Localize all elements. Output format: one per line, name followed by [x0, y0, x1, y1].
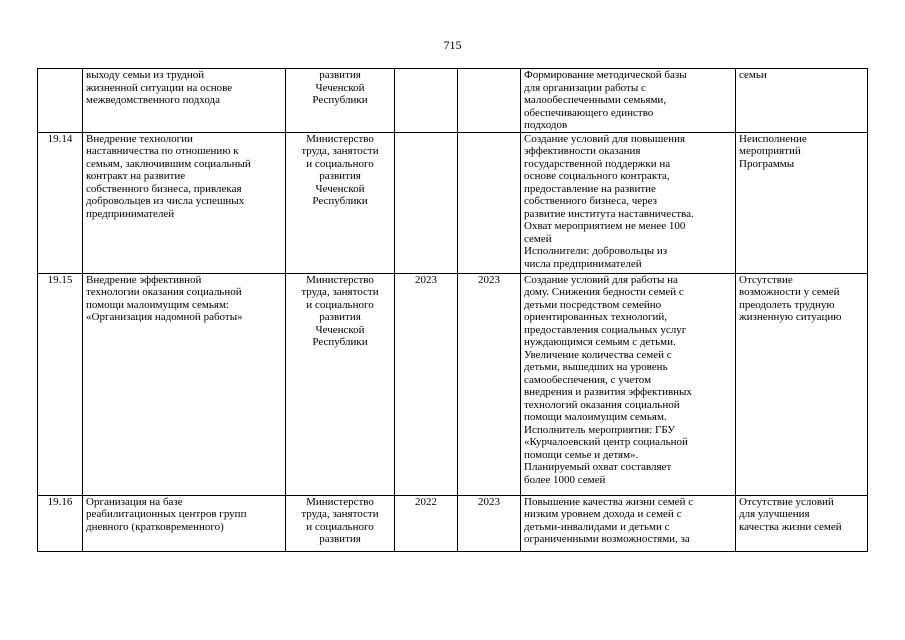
responsible-executor-line: Республики — [312, 94, 368, 106]
row-number-cell — [38, 495, 83, 551]
expected-result-line: «Курчалоевский центр социальной — [524, 436, 688, 448]
responsible-executor-line: труда, занятости — [301, 286, 379, 298]
responsible-executor-line: труда, занятости — [301, 508, 379, 520]
expected-result-line: дому. Снижения бедности семей с — [524, 286, 684, 298]
non-implementation-consequence-line: Отсутствие — [739, 273, 793, 286]
responsible-executor-line: Министерство — [306, 132, 374, 145]
activity-name-line: добровольцев из числа успешных — [86, 195, 245, 207]
responsible-executor-cell — [286, 132, 395, 273]
non-implementation-consequence-line: жизненную ситуацию — [739, 311, 842, 323]
expected-result-line: числа предпринимателей — [524, 257, 642, 270]
non-implementation-consequence-line: семьи — [739, 69, 767, 81]
expected-result-line: Охват мероприятием не менее 100 — [524, 220, 686, 232]
end-year: 2023 — [478, 495, 500, 508]
end-year-cell — [458, 69, 521, 133]
activity-name-line: «Организация надомной работы» — [86, 311, 243, 323]
activity-name-line: семьям, заключившим социальный — [86, 157, 251, 170]
expected-result-line: государственной поддержки на — [524, 157, 671, 170]
non-implementation-consequence-line: мероприятий — [739, 145, 801, 157]
expected-result-line: Формирование методической базы — [524, 69, 687, 81]
activity-name-line: предпринимателей — [86, 207, 175, 220]
activity-name-cell — [83, 495, 286, 551]
activity-name-line: жизненной ситуации на основе — [86, 81, 233, 94]
expected-result-line: Создание условий для работы на — [524, 273, 678, 286]
table-row — [38, 132, 868, 273]
responsible-executor-line: Министерство — [306, 273, 374, 286]
activity-name-line: дневного (кратковременного) — [86, 520, 224, 533]
expected-result-line: собственного бизнеса, через — [524, 195, 657, 207]
expected-result-line: ограниченными возможностями, за — [524, 533, 690, 545]
non-implementation-consequence-line: Неисполнение — [739, 132, 807, 145]
activity-name-line: межведомственного подхода — [86, 94, 221, 106]
responsible-executor-line: Чеченской — [315, 81, 365, 94]
table-body — [38, 69, 868, 552]
activity-name-line: Внедрение технологии — [86, 132, 193, 145]
expected-result-line: Планируемый охват составляет — [524, 461, 672, 473]
non-implementation-consequence-line: возможности у семей — [739, 286, 840, 298]
start-year-cell — [395, 69, 458, 133]
activity-name-line: выходу семьи из трудной — [86, 69, 205, 81]
responsible-executor-line: развития — [319, 533, 361, 545]
row-number-cell — [38, 69, 83, 133]
expected-result-line: Исполнитель мероприятия: ГБУ — [524, 423, 676, 436]
expected-result-line: эффективности оказания — [524, 145, 641, 157]
start-year-cell — [395, 495, 458, 551]
activity-name-cell — [83, 273, 286, 495]
expected-result-line: низким уровнем дохода и семей с — [524, 508, 682, 520]
responsible-executor-line: Чеченской — [315, 323, 365, 336]
responsible-executor-line: развития — [319, 170, 361, 182]
responsible-executor-cell — [286, 273, 395, 495]
end-year-cell — [458, 273, 521, 495]
responsible-executor-line: Министерство — [306, 495, 374, 508]
expected-result-line: детьми-инвалидами и детьми с — [524, 520, 670, 533]
expected-result-cell — [521, 69, 736, 133]
activity-name-line: Организация на базе — [86, 495, 183, 508]
end-year-cell — [458, 132, 521, 273]
responsible-executor-line: Республики — [312, 336, 368, 348]
start-year-cell — [395, 273, 458, 495]
expected-result-line: семей — [524, 232, 552, 245]
expected-result-line: подходов — [524, 119, 568, 131]
expected-result-line: детьми посредством семейно — [524, 298, 662, 311]
responsible-executor-cell — [286, 69, 395, 133]
expected-result-line: ориентированных технологий, — [524, 311, 668, 323]
non-implementation-consequence-cell — [736, 273, 868, 495]
row-number-cell — [38, 273, 83, 495]
responsible-executor-line: развития — [319, 311, 361, 323]
activity-name-line: Внедрение эффективной — [86, 273, 202, 286]
activity-name-line: помощи малоимущим семьям: — [86, 298, 229, 311]
non-implementation-consequence-line: качества жизни семей — [739, 520, 842, 533]
expected-result-line: для организации работы с — [524, 81, 646, 94]
expected-result-line: основе социального контракта, — [524, 170, 670, 182]
expected-result-cell — [521, 273, 736, 495]
expected-result-line: Создание условий для повышения — [524, 132, 686, 145]
non-implementation-consequence-cell — [736, 69, 868, 133]
expected-result-line: помощи малоимущим семьям. — [524, 411, 667, 423]
expected-result-line: более 1000 семей — [524, 473, 606, 486]
responsible-executor-line: труда, занятости — [301, 145, 379, 157]
expected-result-line: нуждающимся семьям с детьми. — [524, 336, 676, 348]
non-implementation-consequence-line: для улучшения — [739, 508, 810, 520]
row-number: 19.16 — [47, 495, 73, 508]
expected-result-line: предоставление на развитие — [524, 182, 656, 195]
page-number: 715 — [443, 38, 462, 52]
expected-result-line: обеспечивающего единство — [524, 106, 654, 119]
expected-result-line: помощи семье и детям». — [524, 448, 639, 461]
expected-result-line: малообеспеченными семьями, — [524, 94, 667, 106]
non-implementation-consequence-cell — [736, 132, 868, 273]
start-year: 2023 — [415, 273, 437, 286]
row-number: 19.15 — [47, 273, 73, 286]
expected-result-line: детьми, вышедших на уровень — [524, 361, 668, 373]
responsible-executor-line: и социального — [306, 520, 374, 533]
activity-name-line: реабилитационных центров групп — [86, 508, 247, 520]
expected-result-line: технологий оказания социальной — [524, 398, 680, 411]
activity-name-line: контракт на развитие — [86, 170, 186, 182]
non-implementation-consequence-line: Программы — [739, 157, 795, 170]
non-implementation-consequence-line: преодолеть трудную — [739, 298, 835, 311]
expected-result-line: Исполнители: добровольцы из — [524, 245, 668, 257]
activity-name-line: наставничества по отношению к — [86, 145, 239, 157]
table-row — [38, 273, 868, 495]
responsible-executor-line: развития — [319, 69, 361, 81]
program-table — [37, 68, 868, 552]
start-year: 2022 — [415, 495, 437, 508]
table-row — [38, 69, 868, 133]
expected-result-line: предоставления социальных услуг — [524, 323, 687, 336]
table-row — [38, 495, 868, 551]
non-implementation-consequence-cell — [736, 495, 868, 551]
responsible-executor-line: и социального — [306, 157, 374, 170]
responsible-executor-line: Республики — [312, 195, 368, 207]
activity-name-cell — [83, 132, 286, 273]
end-year-cell — [458, 495, 521, 551]
responsible-executor-cell — [286, 495, 395, 551]
responsible-executor-line: и социального — [306, 298, 374, 311]
expected-result-line: развитие института наставничества. — [524, 207, 694, 220]
responsible-executor-line: Чеченской — [315, 182, 365, 195]
expected-result-line: самообеспечения, с учетом — [524, 373, 652, 386]
activity-name-line: технологии оказания социальной — [86, 286, 242, 298]
expected-result-line: Увеличение количества семей с — [524, 348, 672, 361]
expected-result-line: Повышение качества жизни семей с — [524, 495, 694, 508]
activity-name-line: собственного бизнеса, привлекая — [86, 182, 242, 195]
expected-result-cell — [521, 132, 736, 273]
end-year: 2023 — [478, 273, 500, 286]
expected-result-line: внедрения и развития эффективных — [524, 386, 692, 398]
row-number: 19.14 — [47, 132, 73, 145]
expected-result-cell — [521, 495, 736, 551]
start-year-cell — [395, 132, 458, 273]
non-implementation-consequence-line: Отсутствие условий — [739, 495, 834, 508]
activity-name-cell — [83, 69, 286, 133]
row-number-cell — [38, 132, 83, 273]
